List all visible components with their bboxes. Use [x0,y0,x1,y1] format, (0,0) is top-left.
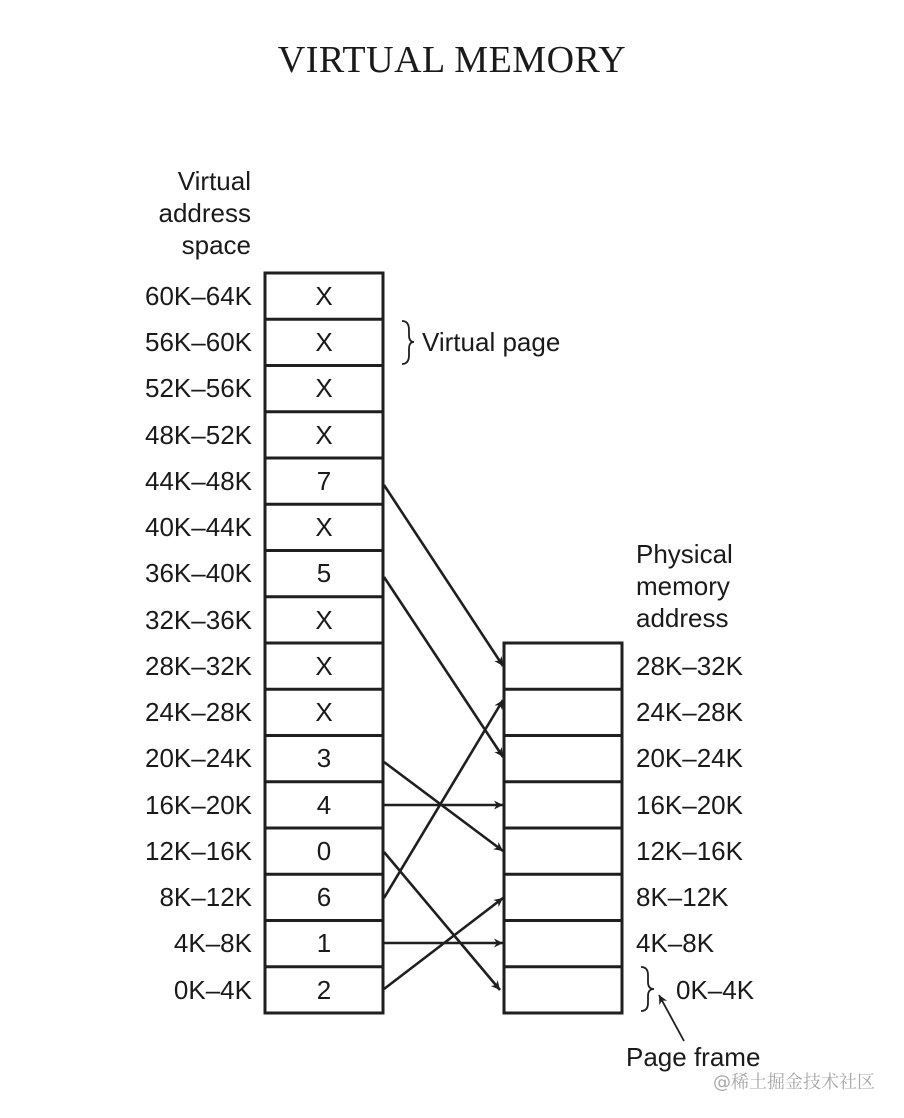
heading-line: memory [636,571,730,601]
virtual-range-label: 48K–52K [145,420,252,450]
virtual-range-label: 8K–12K [159,882,252,912]
diagram-title: VIRTUAL MEMORY [277,39,627,81]
physical-range-label: 4K–8K [636,928,715,958]
watermark: @稀土掘金技术社区 [713,1072,875,1093]
virtual-page-cell: 2 [316,975,332,1005]
virtual-range-label: 52K–56K [145,373,252,403]
physical-range-label: 8K–12K [636,882,729,912]
heading-line: address [158,198,251,228]
virtual-page-cell: 6 [316,882,332,912]
heading-line: Physical [636,539,733,569]
virtual-page-annotation: Virtual page [422,327,561,357]
virtual-range-label: 4K–8K [173,928,252,958]
arrow-page-6 [384,700,503,898]
virtual-page-box [265,273,383,1013]
virtual-range-label: 40K–44K [145,512,252,542]
virtual-page-cell: X [315,697,333,727]
page-frame-pointer-arrow [659,995,684,1041]
physical-range-label: 20K–24K [636,743,743,773]
virtual-page-cell: X [315,373,333,403]
physical-range-label: 16K–20K [636,790,743,820]
heading-line: space [181,230,251,260]
virtual-page-cell: 4 [316,790,332,820]
virtual-page-cell: X [315,281,333,311]
virtual-range-label: 36K–40K [145,558,252,588]
virtual-range-label: 44K–48K [145,466,252,496]
arrow-page-3 [384,762,503,851]
virtual-range-label: 20K–24K [145,743,252,773]
mapping-arrows [384,485,503,990]
virtual-page-brace-icon [402,321,414,364]
page-frame-brace-icon [641,967,654,1011]
virtual-page-cell: 3 [316,743,332,773]
virtual-page-cell: 7 [316,466,332,496]
virtual-range-label: 16K–20K [145,790,252,820]
virtual-range-label: 32K–36K [145,605,252,635]
virtual-page-cell: X [315,420,333,450]
virtual-page-cell: X [315,605,333,635]
virtual-range-label: 60K–64K [145,281,252,311]
virtual-page-cell: X [315,512,333,542]
heading-line: Virtual [177,166,251,196]
arrow-page-7 [384,485,503,666]
physical-range-label: 0K–4K [676,975,755,1005]
virtual-page-cell: 5 [316,558,332,588]
physical-range-label: 24K–28K [636,697,743,727]
virtual-range-label: 24K–28K [145,697,252,727]
heading-line: address [636,603,729,633]
page-frame-annotation: Page frame [626,1042,761,1072]
virtual-range-label: 28K–32K [145,651,252,681]
virtual-range-label: 0K–4K [173,975,252,1005]
physical-range-label: 12K–16K [636,836,743,866]
physical-range-label: 28K–32K [636,651,743,681]
physical-frame-box [504,643,622,1013]
virtual-page-cell: X [315,651,333,681]
virtual-page-cell: 1 [316,928,332,958]
virtual-page-cell: X [315,327,333,357]
virtual-page-cell: 0 [316,836,332,866]
virtual-range-label: 56K–60K [145,327,252,357]
virtual-range-label: 12K–16K [145,836,252,866]
arrow-page-0 [384,852,500,990]
